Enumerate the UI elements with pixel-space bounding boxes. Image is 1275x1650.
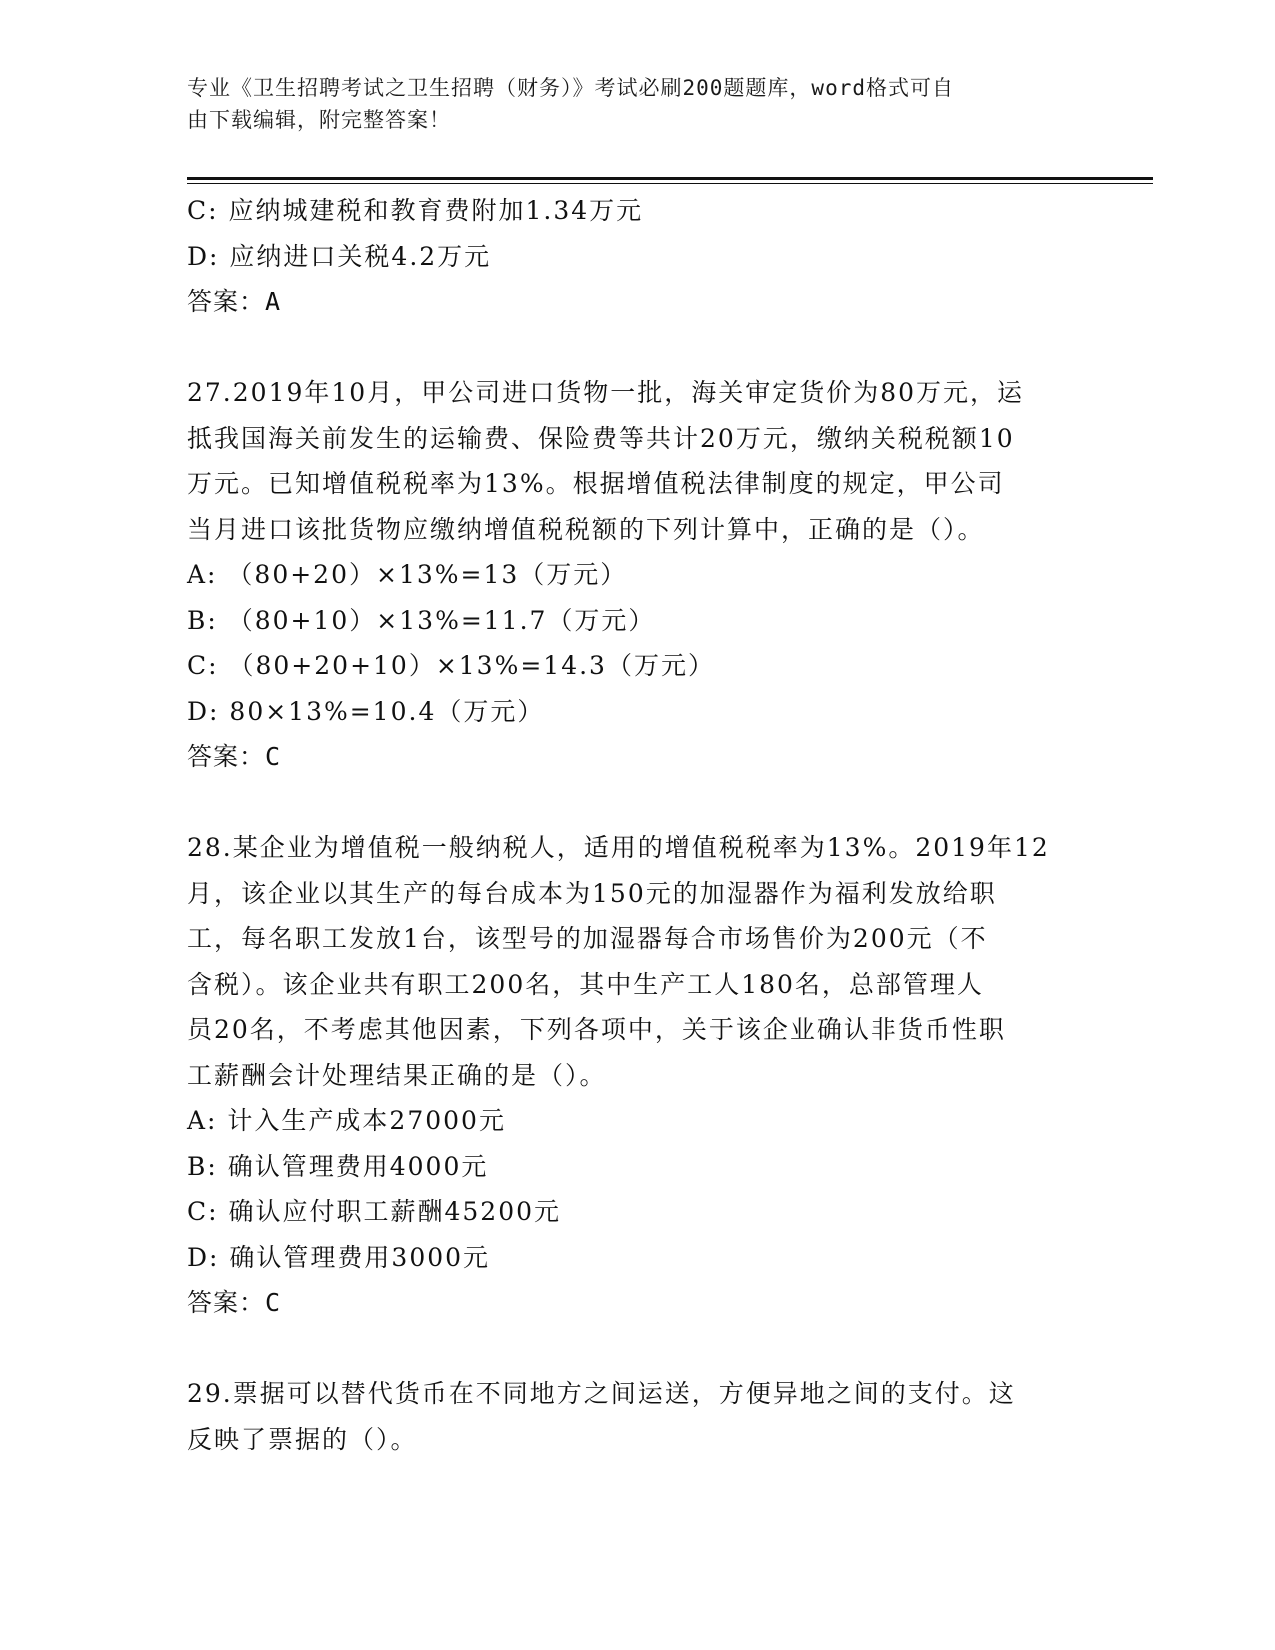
q27-stem-line: 抵我国海关前发生的运输费、保险费等共计20万元，缴纳关税税额10 [187,423,1015,453]
q27-option-b: B: （80+10）×13%=11.7（万元） [187,605,656,635]
q27-stem-line: 当月进口该批货物应缴纳增值税税额的下列计算中，正确的是（）。 [187,514,985,544]
document-body [187,188,1087,1462]
document-header [187,72,1067,136]
q28-stem-line: 28.某企业为增值税一般纳税人，适用的增值税税率为13%。2019年12 [187,833,1050,862]
q27-option-a: A: （80+20）×13%=13（万元） [187,560,628,589]
question-28 [187,825,1087,1326]
q28-option-d: D: 确认管理费用3000元 [187,1242,491,1272]
header-rule-thick [187,177,1153,180]
prev-question-tail [187,188,1087,325]
question-29 [187,1371,1087,1462]
question-27 [187,370,1087,780]
q27-option-c: C: （80+20+10）×13%=14.3（万元） [187,651,715,680]
q28-option-c: C: 确认应付职工薪酬45200元 [187,1197,562,1226]
q28-stem-line: 员20名，不考虑其他因素，下列各项中，关于该企业确认非货币性职 [187,1015,1006,1044]
q28-stem-line: 月，该企业以其生产的每台成本为150元的加湿器作为福利发放给职 [187,878,997,908]
header-rule-thin [187,183,1153,184]
prev-option-c: C: 应纳城建税和教育费附加1.34万元 [187,196,644,225]
prev-option-d: D: 应纳进口关税4.2万元 [187,241,492,271]
q28-answer: 答案：C [187,1288,282,1317]
q29-stem-line: 29.票据可以替代货币在不同地方之间运送，方便异地之间的支付。这 [187,1379,1016,1408]
prev-answer: 答案：A [187,287,282,316]
q27-option-d: D: 80×13%=10.4（万元） [187,696,545,726]
q27-stem-line: 27.2019年10月，甲公司进口货物一批，海关审定货价为80万元，运 [187,378,1025,407]
q27-stem-line: 万元。已知增值税税率为13%。根据增值税法律制度的规定，甲公司 [187,469,1005,498]
q28-option-b: B: 确认管理费用4000元 [187,1151,489,1181]
q28-stem-line: 工，每名职工发放1台，该型号的加湿器每合市场售价为200元（不 [187,924,988,953]
spacer [187,1326,1087,1372]
q29-stem-line: 反映了票据的（）。 [187,1424,418,1454]
q27-answer: 答案：C [187,742,282,771]
q28-stem-line: 工薪酬会计处理结果正确的是（）。 [187,1060,607,1090]
q28-stem-line: 含税）。该企业共有职工200名，其中生产工人180名，总部管理人 [187,969,984,999]
q28-option-a: A: 计入生产成本27000元 [187,1106,506,1135]
header-line-1: 专业《卫生招聘考试之卫生招聘（财务）》考试必刷200题题库，word格式可自 [187,76,954,100]
spacer [187,780,1087,826]
spacer [187,325,1087,371]
header-line-2: 由下载编辑，附完整答案！ [187,108,451,132]
